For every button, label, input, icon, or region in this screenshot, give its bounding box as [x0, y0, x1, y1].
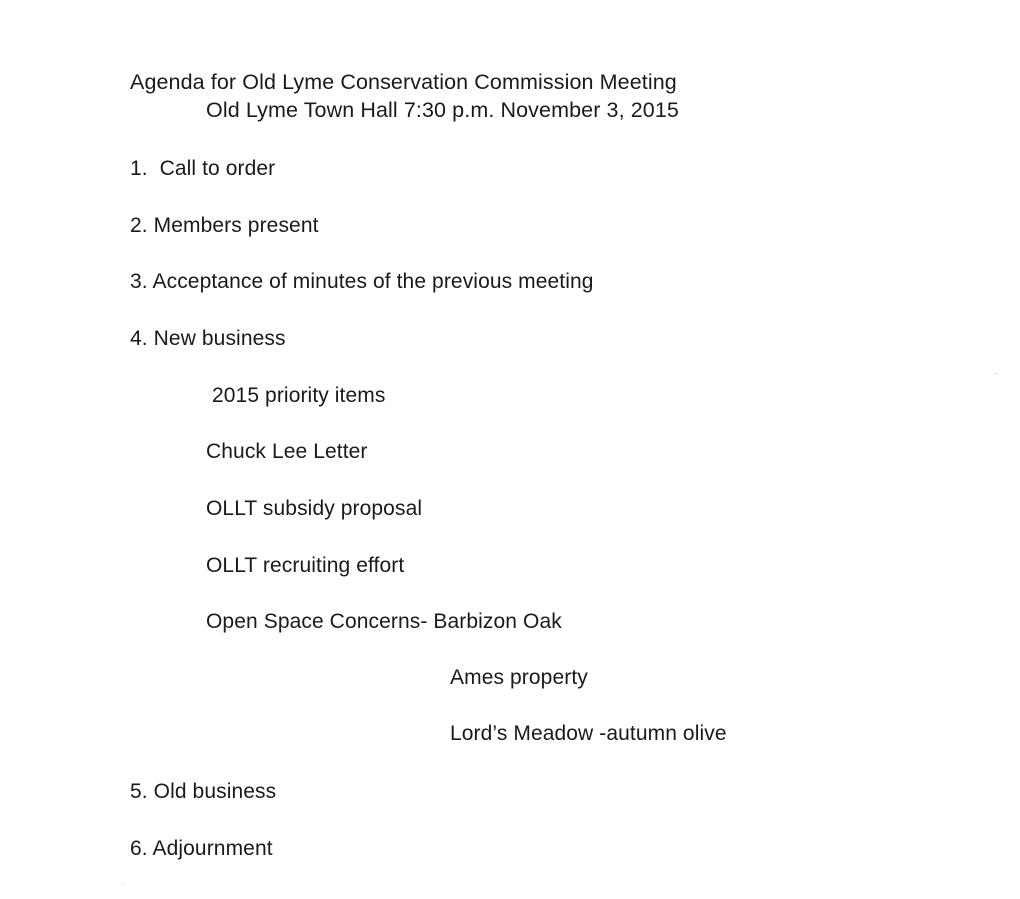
- new-business-ollt-recruiting: OLLT recruiting effort: [206, 554, 405, 577]
- open-space-lords-meadow: Lord’s Meadow -autumn olive: [450, 722, 727, 745]
- agenda-item-acceptance-of-minutes: 3. Acceptance of minutes of the previous meeting: [130, 270, 594, 293]
- agenda-item-old-business: 5. Old business: [130, 780, 277, 803]
- new-business-ollt-subsidy: OLLT subsidy proposal: [206, 497, 423, 520]
- open-space-ames-property: Ames property: [450, 666, 588, 689]
- agenda-title: Agenda for Old Lyme Conservation Commission Meeting: [130, 70, 677, 94]
- new-business-chuck-lee-letter: Chuck Lee Letter: [206, 440, 368, 463]
- meeting-location-date: Old Lyme Town Hall 7:30 p.m. November 3, 2015: [206, 98, 679, 122]
- agenda-item-members-present: 2. Members present: [130, 214, 319, 237]
- agenda-item-call-to-order: 1. Call to order: [130, 157, 276, 180]
- new-business-priority-items: 2015 priority items: [212, 384, 386, 407]
- agenda-item-adjournment: 6. Adjournment: [130, 837, 273, 860]
- scan-speck: [122, 884, 124, 885]
- scan-speck: [995, 373, 997, 374]
- new-business-open-space-concerns: Open Space Concerns- Barbizon Oak: [206, 610, 562, 633]
- agenda-item-new-business: 4. New business: [130, 327, 286, 350]
